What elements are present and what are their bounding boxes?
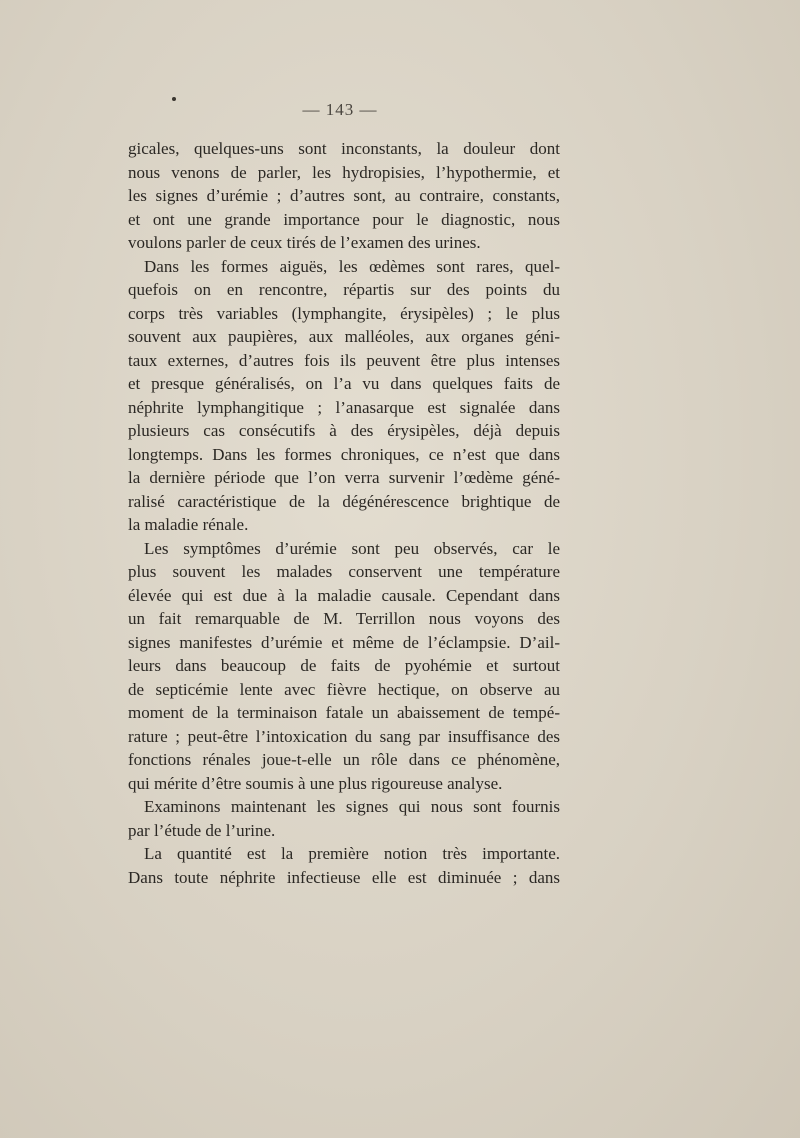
text-line: fonctions rénales joue-t-elle un rôle dans ce phénomène, xyxy=(128,750,560,769)
text-line: corps très variables (lymphangite, érysipèles) ; le plus xyxy=(128,303,560,323)
text-line: souvent aux paupières, aux malléoles, aux organes géni- xyxy=(128,327,560,346)
text-line: élevée qui est due à la maladie causale. Cependant dans xyxy=(128,585,560,605)
text-line: Les symptômes d’urémie sont peu observés, car le xyxy=(144,538,560,558)
text-line: nous venons de parler, les hydropisies, l’hypothermie, et xyxy=(128,162,560,182)
text-line: les signes d’urémie ; d’autres sont, au contraire, constants, xyxy=(128,186,560,205)
text-line: rature ; peut-être l’intoxication du sang par insuffisance des xyxy=(128,726,560,746)
text-line: voulons parler de ceux tirés de l’examen des urines. xyxy=(128,233,481,252)
text-line: néphrite lymphangitique ; l’anasarque est signalée dans xyxy=(128,397,560,417)
text-line: ralisé caractéristique de la dégénérescence brightique de xyxy=(128,491,560,511)
text-line: la dernière période que l’on verra survenir l’œdème géné- xyxy=(128,468,560,487)
text-line: plus souvent les malades conservent une température xyxy=(128,562,560,581)
text-line: la maladie rénale. xyxy=(128,515,249,534)
text-line: leurs dans beaucoup de faits de pyohémie et surtout xyxy=(128,656,560,675)
text-line: quefois on en rencontre, répartis sur des points du xyxy=(128,280,560,299)
text-line: Examinons maintenant les signes qui nous sont fournis xyxy=(144,797,560,816)
text-line: signes manifestes d’urémie et même de l’éclampsie. D’ail- xyxy=(128,632,560,652)
text-line: longtemps. Dans les formes chroniques, ce n’est que dans xyxy=(128,444,560,464)
text-line: de septicémie lente avec fièvre hectique, on observe au xyxy=(128,679,560,699)
text-line: Dans les formes aiguës, les œdèmes sont rares, quel- xyxy=(144,256,560,276)
text-line: gicales, quelques-uns sont inconstants, la douleur dont xyxy=(128,139,560,158)
text-line: plusieurs cas consécutifs à des érysipèles, déjà depuis xyxy=(128,421,560,440)
body-text xyxy=(128,137,560,889)
text-line: La quantité est la première notion très importante. xyxy=(144,844,560,863)
text-line: Dans toute néphrite infectieuse elle est diminuée ; dans xyxy=(128,867,560,887)
text-line: et presque généralisés, on l’a vu dans quelques faits de xyxy=(128,374,560,393)
text-line: par l’étude de l’urine. xyxy=(128,820,276,840)
page-number: — 143 — xyxy=(302,100,378,119)
text-line: moment de la terminaison fatale un abaissement de tempé- xyxy=(128,703,560,722)
text-line: un fait remarquable de M. Terrillon nous voyons des xyxy=(128,609,560,628)
text-line: et ont une grande importance pour le diagnostic, nous xyxy=(128,209,560,229)
text-line: qui mérite d’être soumis à une plus rigoureuse analyse. xyxy=(128,773,503,793)
text-line: taux externes, d’autres fois ils peuvent être plus intenses xyxy=(128,350,560,370)
